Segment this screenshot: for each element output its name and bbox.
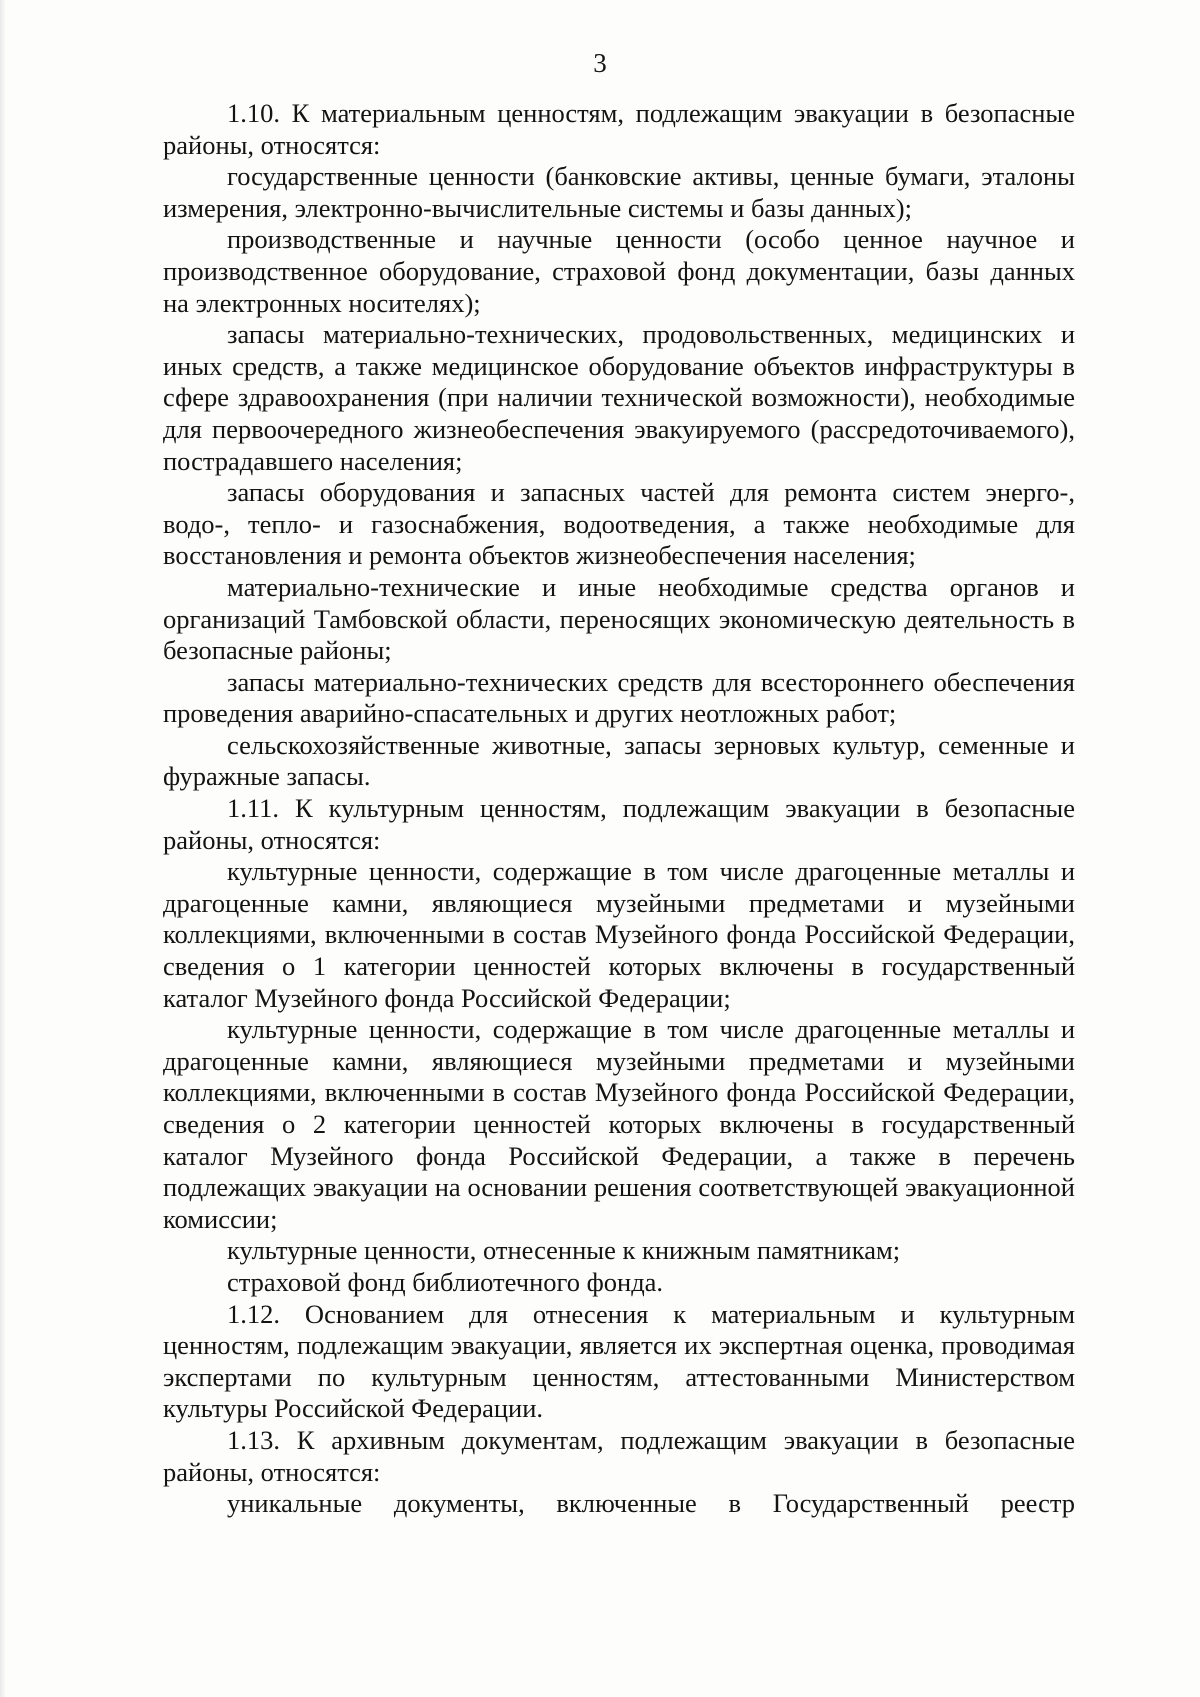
paragraph-cultural-category-1: культурные ценности, содержащие в том числе драгоценные металлы и драгоценные камни, являющиеся музейными предметами и музейными коллекциями, включенными в состав Музейного фонда Российской Федерации, сведения о 1 категории ценностей которых включены в государственный каталог Музейного фонда Российской Федерации; [163, 856, 1075, 1013]
paragraph-cultural-category-2: культурные ценности, содержащие в том числе драгоценные металлы и драгоценные камни, являющиеся музейными предметами и музейными коллекциями, включенными в состав Музейного фонда Российской Федерации, сведения о 2 категории ценностей которых включены в государственный каталог Музейного фонда Российской Федерации, а также в перечень подлежащих эвакуации на основании решения соответствующей эвакуационной комиссии; [163, 1014, 1075, 1234]
paragraph-production-values: производственные и научные ценности (особо ценное научное и производственное оборудование, страховой фонд документации, базы данных на электронных носителях); [163, 224, 1075, 318]
document-body [163, 98, 1075, 1520]
paragraph-state-values: государственные ценности (банковские активы, ценные бумаги, эталоны измерения, электронно-вычислительные системы и базы данных); [163, 161, 1075, 223]
paragraph-equipment-stocks: запасы оборудования и запасных частей для ремонта систем энерго-, водо-, тепло- и газоснабжения, водоотведения, а также необходимые для восстановления и ремонта объектов жизнеобеспечения населения; [163, 477, 1075, 571]
paragraph-unique-documents: уникальные документы, включенные в Государственный реестр [227, 1488, 1075, 1519]
paragraph-material-stocks: запасы материально-технических, продовольственных, медицинских и иных средств, а также медицинское оборудование объектов инфраструктуры в сфере здравоохранения (при наличии технической возможности), необходимые для первоочередного жизнеобеспечения эвакуируемого (рассредоточиваемого), пострадавшего населения; [163, 319, 1075, 476]
paragraph-organizations-means: материально-технические и иные необходимые средства органов и организаций Тамбовской области, переносящих экономическую деятельность в безопасные районы; [163, 571, 1075, 666]
paragraph-1-11: 1.11. К культурным ценностям, подлежащим эвакуации в безопасные районы, относятся: [163, 793, 1075, 855]
paragraph-rescue-means: запасы материально-технических средств для всестороннего обеспечения проведения аварийно-спасательных и других неотложных работ; [163, 666, 1075, 729]
paragraph-book-monuments: культурные ценности, отнесенные к книжным памятникам; [227, 1235, 901, 1266]
paragraph-library-fund: страховой фонд библиотечного фонда. [227, 1266, 664, 1297]
paragraph-1-12: 1.12. Основанием для отнесения к материальным и культурным ценностям, подлежащим эвакуации, является их экспертная оценка, проводимая экспертами по культурным ценностям, аттестованными Министерством культуры Российской Федерации. [163, 1298, 1075, 1424]
scan-edge-shadow [0, 0, 6, 1697]
paragraph-1-13: 1.13. К архивным документам, подлежащим эвакуации в безопасные районы, относятся: [163, 1424, 1075, 1487]
page-number: 3 [593, 48, 607, 78]
paragraph-agricultural: сельскохозяйственные животные, запасы зерновых культур, семенные и фуражные запасы. [163, 729, 1075, 792]
paragraph-1-10: 1.10. К материальным ценностям, подлежащим эвакуации в безопасные районы, относятся: [163, 98, 1075, 160]
